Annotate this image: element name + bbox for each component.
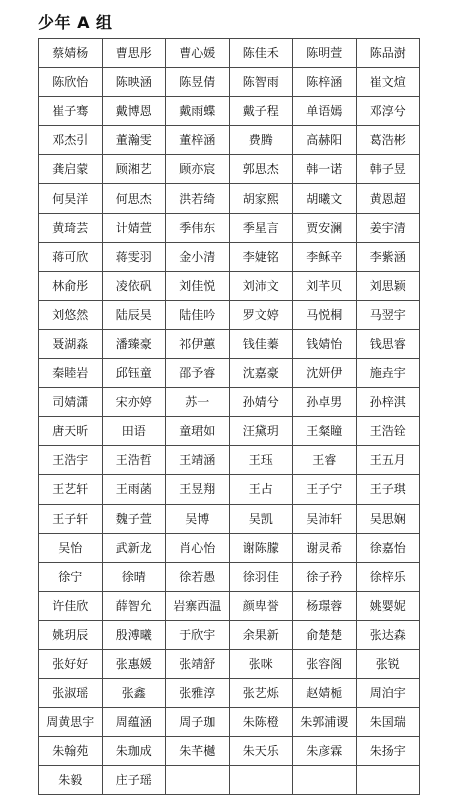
name-cell: 吴思娴 (356, 504, 420, 533)
name-cell: 杨璟蓉 (293, 591, 357, 620)
name-cell: 陈佳禾 (229, 39, 293, 68)
name-cell: 朱国瑞 (356, 708, 420, 737)
name-cell: 张好好 (39, 649, 103, 678)
name-cell: 刘悠然 (39, 300, 103, 329)
name-cell: 庄子瑶 (102, 766, 166, 795)
name-cell: 徐子矜 (293, 562, 357, 591)
name-cell: 崔文煊 (356, 68, 420, 97)
name-cell: 高赫阳 (293, 126, 357, 155)
name-cell: 徐若愚 (166, 562, 230, 591)
name-cell: 魏子萱 (102, 504, 166, 533)
name-cell: 施垚宇 (356, 359, 420, 388)
name-cell: 汪黛玥 (229, 417, 293, 446)
empty-cell (166, 766, 230, 795)
name-cell: 王浩哲 (102, 446, 166, 475)
name-cell: 孙梓淇 (356, 388, 420, 417)
name-cell: 朱扬宇 (356, 737, 420, 766)
name-cell: 邓杰引 (39, 126, 103, 155)
name-cell: 许佳欣 (39, 591, 103, 620)
name-cell: 张容阁 (293, 649, 357, 678)
name-cell: 朱郭浦谡 (293, 708, 357, 737)
table-row (39, 68, 420, 97)
name-cell: 朱陈橙 (229, 708, 293, 737)
name-cell: 郭思杰 (229, 155, 293, 184)
table-row (39, 446, 420, 475)
table-row (39, 329, 420, 358)
name-cell: 张淑瑶 (39, 679, 103, 708)
name-cell: 邱钰童 (102, 359, 166, 388)
name-cell: 司婧潇 (39, 388, 103, 417)
name-cell: 黄恩超 (356, 184, 420, 213)
name-cell: 苏一 (166, 388, 230, 417)
name-cell: 王艺轩 (39, 475, 103, 504)
name-cell: 王子琪 (356, 475, 420, 504)
name-cell: 李婕铭 (229, 242, 293, 271)
name-cell: 洪若绮 (166, 184, 230, 213)
name-cell: 戴博恩 (102, 97, 166, 126)
name-cell: 吴沛轩 (293, 504, 357, 533)
table-row (39, 708, 420, 737)
name-cell: 王睿 (293, 446, 357, 475)
name-cell: 王五月 (356, 446, 420, 475)
name-cell: 沈嘉豪 (229, 359, 293, 388)
table-row (39, 300, 420, 329)
name-cell: 葛浩彬 (356, 126, 420, 155)
table-row (39, 737, 420, 766)
name-cell: 朱珈成 (102, 737, 166, 766)
name-cell: 谢陈朦 (229, 533, 293, 562)
name-cell: 王子轩 (39, 504, 103, 533)
table-row (39, 242, 420, 271)
name-cell: 陈品澍 (356, 39, 420, 68)
name-cell: 钱思睿 (356, 329, 420, 358)
name-cell: 韩一诺 (293, 155, 357, 184)
table-row (39, 97, 420, 126)
name-cell: 李紫涵 (356, 242, 420, 271)
roster-table-body (39, 39, 420, 795)
name-cell: 肖心怡 (166, 533, 230, 562)
name-cell: 刘芊贝 (293, 271, 357, 300)
name-cell: 俞楚楚 (293, 620, 357, 649)
name-cell: 孙婧兮 (229, 388, 293, 417)
name-cell: 吴凯 (229, 504, 293, 533)
name-cell: 季星言 (229, 213, 293, 242)
name-cell: 聂湖淼 (39, 329, 103, 358)
name-cell: 邓淳兮 (356, 97, 420, 126)
name-cell: 沈妍伊 (293, 359, 357, 388)
name-cell: 张锐 (356, 649, 420, 678)
empty-cell (356, 766, 420, 795)
table-row (39, 504, 420, 533)
name-cell: 刘佳悦 (166, 271, 230, 300)
name-cell: 王占 (229, 475, 293, 504)
name-cell: 王昱翔 (166, 475, 230, 504)
name-cell: 朱芊樾 (166, 737, 230, 766)
name-cell: 谢灵希 (293, 533, 357, 562)
name-cell: 周黄思宇 (39, 708, 103, 737)
name-cell: 董梓涵 (166, 126, 230, 155)
name-cell: 曹思彤 (102, 39, 166, 68)
name-cell: 罗文婷 (229, 300, 293, 329)
name-cell: 胡家熙 (229, 184, 293, 213)
name-cell: 龚启蒙 (39, 155, 103, 184)
name-cell: 韩子昱 (356, 155, 420, 184)
table-row (39, 271, 420, 300)
name-cell: 朱毅 (39, 766, 103, 795)
name-cell: 赵婧栀 (293, 679, 357, 708)
table-row (39, 39, 420, 68)
name-cell: 余果新 (229, 620, 293, 649)
name-cell: 徐晴 (102, 562, 166, 591)
name-cell: 陆辰昊 (102, 300, 166, 329)
name-cell: 顾湘艺 (102, 155, 166, 184)
name-cell: 周子珈 (166, 708, 230, 737)
name-cell: 单语嫣 (293, 97, 357, 126)
name-cell: 朱彦霖 (293, 737, 357, 766)
name-cell: 马悦桐 (293, 300, 357, 329)
table-row (39, 679, 420, 708)
table-row (39, 388, 420, 417)
table-row (39, 649, 420, 678)
name-cell: 董瀚雯 (102, 126, 166, 155)
name-cell: 张靖舒 (166, 649, 230, 678)
name-cell: 潘臻豪 (102, 329, 166, 358)
name-cell: 徐梓乐 (356, 562, 420, 591)
name-cell: 戴子程 (229, 97, 293, 126)
name-cell: 岩寨西温 (166, 591, 230, 620)
table-row (39, 562, 420, 591)
empty-cell (293, 766, 357, 795)
name-cell: 祁伊蕙 (166, 329, 230, 358)
name-cell: 王子宁 (293, 475, 357, 504)
name-cell: 张雅淳 (166, 679, 230, 708)
name-cell: 张达森 (356, 620, 420, 649)
name-cell: 季伟东 (166, 213, 230, 242)
name-cell: 张艺烁 (229, 679, 293, 708)
table-row (39, 417, 420, 446)
name-cell: 武新龙 (102, 533, 166, 562)
name-cell: 张鑫 (102, 679, 166, 708)
name-cell: 姚婴妮 (356, 591, 420, 620)
table-row (39, 766, 420, 795)
name-cell: 蒋雯羽 (102, 242, 166, 271)
name-cell: 邵予睿 (166, 359, 230, 388)
name-cell: 蒋可欣 (39, 242, 103, 271)
name-cell: 宋亦婷 (102, 388, 166, 417)
empty-cell (229, 766, 293, 795)
name-cell: 薛智允 (102, 591, 166, 620)
name-cell: 顾亦宸 (166, 155, 230, 184)
table-row (39, 126, 420, 155)
name-cell: 王珏 (229, 446, 293, 475)
name-cell: 陈欣怡 (39, 68, 103, 97)
name-cell: 吴博 (166, 504, 230, 533)
name-cell: 周泊宇 (356, 679, 420, 708)
name-cell: 于欣宇 (166, 620, 230, 649)
name-cell: 王粲瞳 (293, 417, 357, 446)
name-cell: 陈昱倩 (166, 68, 230, 97)
table-row (39, 475, 420, 504)
name-cell: 何昊洋 (39, 184, 103, 213)
table-row (39, 359, 420, 388)
name-cell: 计婧萱 (102, 213, 166, 242)
name-cell: 周蕴涵 (102, 708, 166, 737)
name-cell: 王浩宇 (39, 446, 103, 475)
name-cell: 朱天乐 (229, 737, 293, 766)
name-cell: 何思杰 (102, 184, 166, 213)
name-cell: 陈明萱 (293, 39, 357, 68)
name-cell: 姚玥辰 (39, 620, 103, 649)
name-cell: 田语 (102, 417, 166, 446)
name-cell: 吴怡 (39, 533, 103, 562)
name-cell: 殷溥曦 (102, 620, 166, 649)
name-cell: 徐羽佳 (229, 562, 293, 591)
name-cell: 徐嘉怡 (356, 533, 420, 562)
name-cell: 陆佳吟 (166, 300, 230, 329)
name-cell: 王靖涵 (166, 446, 230, 475)
name-cell: 胡曦文 (293, 184, 357, 213)
name-cell: 马翌宇 (356, 300, 420, 329)
table-row (39, 213, 420, 242)
table-row (39, 591, 420, 620)
name-cell: 刘思颖 (356, 271, 420, 300)
page-title: 少年 A 组 (38, 13, 113, 32)
name-cell: 颜卑誉 (229, 591, 293, 620)
name-cell: 蔡婧杨 (39, 39, 103, 68)
name-cell: 刘沛文 (229, 271, 293, 300)
name-cell: 孙卓男 (293, 388, 357, 417)
name-cell: 陈梓涵 (293, 68, 357, 97)
name-cell: 曹心媛 (166, 39, 230, 68)
name-cell: 童珺如 (166, 417, 230, 446)
name-cell: 钱婧怡 (293, 329, 357, 358)
name-cell: 王雨菡 (102, 475, 166, 504)
name-cell: 费腾 (229, 126, 293, 155)
name-cell: 黄琦芸 (39, 213, 103, 242)
table-row (39, 155, 420, 184)
name-cell: 姜宇清 (356, 213, 420, 242)
name-cell: 钱佳蓁 (229, 329, 293, 358)
name-cell: 李稣辛 (293, 242, 357, 271)
name-cell: 徐宁 (39, 562, 103, 591)
name-cell: 贾安澜 (293, 213, 357, 242)
name-cell: 金小清 (166, 242, 230, 271)
name-cell: 陈智雨 (229, 68, 293, 97)
name-cell: 戴雨蝶 (166, 97, 230, 126)
table-row (39, 184, 420, 213)
name-cell: 朱翰苑 (39, 737, 103, 766)
name-cell: 唐天昕 (39, 417, 103, 446)
name-cell: 王浩铨 (356, 417, 420, 446)
name-cell: 秦睦岩 (39, 359, 103, 388)
name-cell: 崔子骞 (39, 97, 103, 126)
name-cell: 陈映涵 (102, 68, 166, 97)
table-row (39, 533, 420, 562)
name-cell: 张惠媛 (102, 649, 166, 678)
name-cell: 林俞彤 (39, 271, 103, 300)
name-cell: 凌依矾 (102, 271, 166, 300)
name-cell: 张咪 (229, 649, 293, 678)
roster-table (38, 38, 420, 795)
table-row (39, 620, 420, 649)
